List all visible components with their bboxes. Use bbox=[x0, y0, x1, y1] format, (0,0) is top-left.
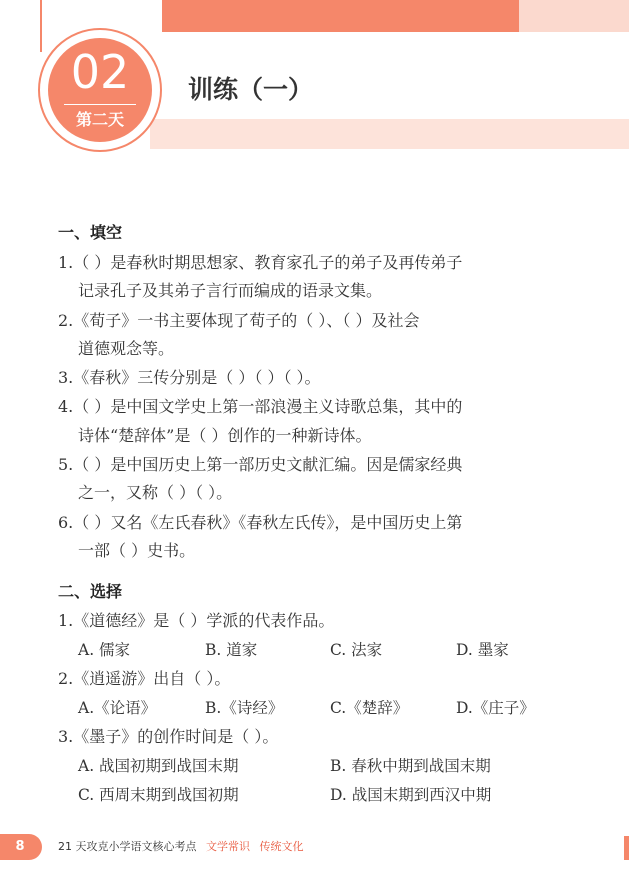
option-c: C. 西周末期到战国初期 bbox=[78, 786, 239, 804]
option-d: D.《庄子》 bbox=[456, 699, 535, 717]
day-label: 第二天 bbox=[75, 110, 124, 129]
question-line: 4.（ ）是中国文学史上第一部浪漫主义诗歌总集，其中的 bbox=[58, 397, 463, 416]
option-a: A. 战国初期到战国末期 bbox=[78, 757, 239, 775]
footer-tag-literature: 文学常识 bbox=[206, 840, 250, 853]
option-a: A.《论语》 bbox=[78, 699, 157, 717]
option-b: B. 道家 bbox=[205, 641, 258, 659]
question-stem: 2.《逍遥游》出自（ ）。 bbox=[58, 669, 231, 688]
question-line: 之一，又称（ ）（ ）。 bbox=[78, 483, 233, 502]
section-heading-fill-in: 一、填空 bbox=[58, 223, 123, 242]
day-badge-divider bbox=[64, 104, 136, 105]
page-number: 8 bbox=[15, 839, 25, 854]
question-stem: 3.《墨子》的创作时间是（ ）。 bbox=[58, 727, 279, 746]
question-line: 6.（ ）又名《左氏春秋》《春秋左氏传》，是中国历史上第 bbox=[58, 513, 463, 532]
question-line: 5.（ ）是中国历史上第一部历史文献汇编。因是儒家经典 bbox=[58, 455, 463, 474]
option-a: A. 儒家 bbox=[78, 641, 131, 659]
header-accent-bar bbox=[162, 0, 519, 32]
header-vertical-line bbox=[40, 0, 42, 52]
option-d: D. 战国末期到西汉中期 bbox=[330, 786, 492, 804]
header-accent-bar-light bbox=[519, 0, 629, 32]
book-title: 21 天攻克小学语文核心考点 bbox=[58, 840, 197, 853]
header-band bbox=[150, 119, 629, 149]
day-number: 02 bbox=[70, 45, 130, 99]
footer-text bbox=[58, 838, 304, 856]
page-title: 训练（一） bbox=[188, 75, 314, 104]
question-stem: 1.《道德经》是（ ）学派的代表作品。 bbox=[58, 611, 335, 630]
question-line: 诗体“楚辞体”是（ ）创作的一种新诗体。 bbox=[78, 426, 372, 445]
question-line: 道德观念等。 bbox=[78, 339, 175, 358]
question-line: 3.《春秋》三传分别是（ ）（ ）（ ）。 bbox=[58, 368, 321, 387]
option-c: C.《楚辞》 bbox=[330, 699, 409, 717]
question-line: 记录孔子及其弟子言行而编成的语录文集。 bbox=[78, 281, 383, 300]
option-c: C. 法家 bbox=[330, 641, 383, 659]
option-d: D. 墨家 bbox=[456, 641, 509, 659]
footer-edge-bar bbox=[624, 836, 629, 860]
question-line: 一部（ ）史书。 bbox=[78, 541, 196, 560]
question-line: 1.（ ）是春秋时期思想家、教育家孔子的弟子及再传弟子 bbox=[58, 253, 463, 272]
question-line: 2.《荀子》一书主要体现了荀子的（ ）、（ ）及社会 bbox=[58, 311, 420, 330]
section-heading-choice: 二、选择 bbox=[58, 582, 123, 601]
option-b: B. 春秋中期到战国末期 bbox=[330, 757, 491, 775]
option-b: B.《诗经》 bbox=[205, 699, 284, 717]
footer-tag-culture: 传统文化 bbox=[259, 840, 304, 853]
